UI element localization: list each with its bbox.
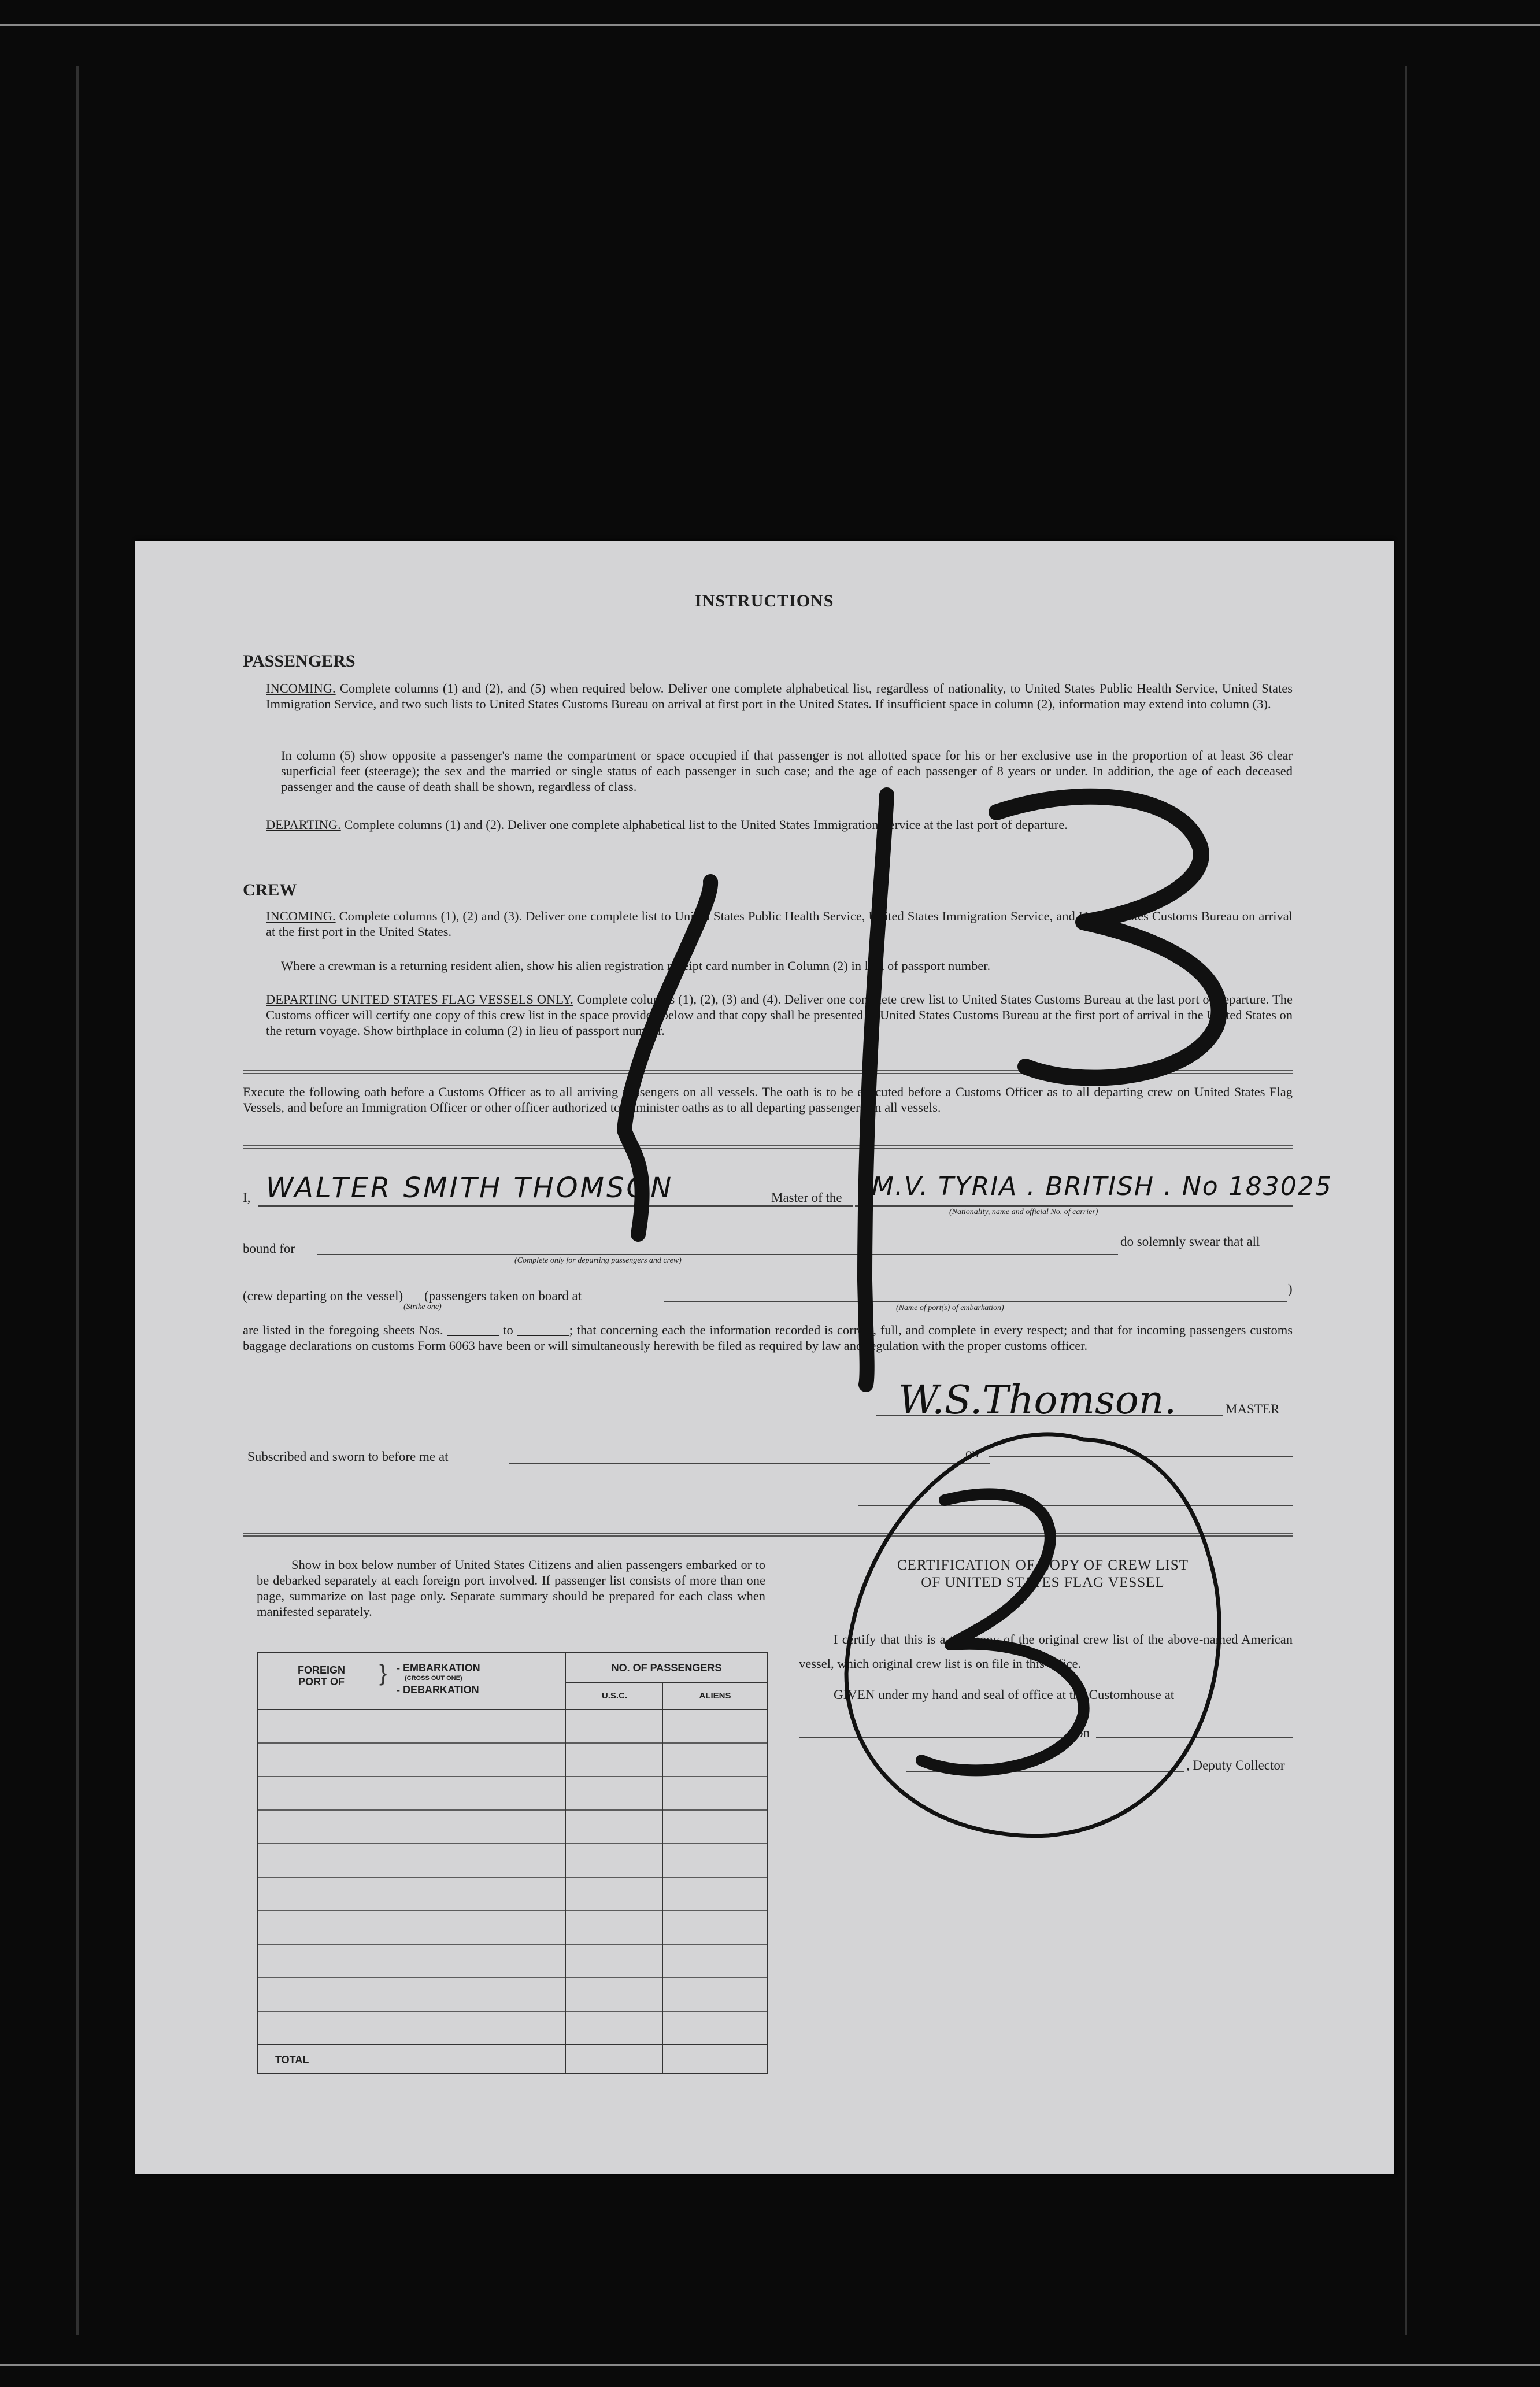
- certification-title: [852, 1557, 1234, 1592]
- subscribed-place-line: [509, 1463, 990, 1464]
- subscribed-on-label: on: [965, 1446, 979, 1460]
- passengers-departing-paragraph: [266, 817, 1293, 832]
- cross-out-label: (CROSS OUT ONE): [405, 1675, 462, 1682]
- divider-summary-top: [243, 1533, 1293, 1537]
- bound-for-label: bound for: [243, 1241, 295, 1256]
- certification-given: GIVEN under my hand and seal of office at the Customhouse at: [834, 1687, 1175, 1702]
- certification-place-line: [799, 1737, 1071, 1738]
- total-label: TOTAL: [275, 2054, 309, 2066]
- crew-incoming-paragraph: [266, 908, 1293, 939]
- flag-vessels-paragraph: [266, 991, 1293, 1038]
- deputy-collector-line: [906, 1771, 1184, 1772]
- aliens-label: ALIENS: [699, 1691, 731, 1701]
- divider-oath-top: [243, 1070, 1293, 1074]
- signature-line: [876, 1415, 1223, 1416]
- master-signature: W.S.Thomson.: [898, 1378, 1177, 1423]
- certification-on-label: on: [1076, 1726, 1090, 1740]
- master-name-line: [258, 1205, 853, 1207]
- embarkation-label: - EMBARKATION: [397, 1662, 480, 1674]
- film-frame-left: [76, 66, 79, 2335]
- port-caption: (Name of port(s) of embarkation): [896, 1304, 1004, 1312]
- usc-label: U.S.C.: [601, 1691, 628, 1701]
- vessel-line: [855, 1205, 1293, 1207]
- oath-intro-paragraph: Execute the following oath before a Customs Officer as to all arriving passengers on all vessels. The oath is to be executed before a Customs Officer as to all departing crew on United States Flag Vessels, and before an Immigration Officer or other officer authorized to administer oaths as to all departing passengers on all vessels.: [243, 1085, 1293, 1115]
- vessel-handwritten: M.V. TYRIA . BRITISH . No 183025: [872, 1172, 1332, 1201]
- flag-vessels-lead: DEPARTING UNITED STATES FLAG VESSELS ONLY.: [266, 992, 573, 1006]
- instructions-title: INSTRUCTIONS: [695, 591, 834, 610]
- flag-vessels-text: Complete columns (1), (2), (3) and (4). Deliver one complete crew list to United States Customs Bureau at the last port of departure. The Customs officer will certify one copy of this crew list in the space provided below and that copy shall be presented to United States Customs Bureau at the first port of arrival in the United States on the return voyage. Show birthplace in column (2) in lieu of passport number.: [266, 992, 1293, 1038]
- crew-departing-label: (crew departing on the vessel): [243, 1289, 403, 1303]
- passenger-summary-table: [257, 1652, 768, 2074]
- passengers-taken-label: (passengers taken on board at: [424, 1289, 582, 1303]
- column5-paragraph: In column (5) show opposite a passenger's name the compartment or space occupied if that passenger is not allotted space for his or her exclusive use in the proportion of at least 36 clear superficial feet (steerage); the sex and the married or single status of each passenger in such case; and the age of each passenger of 8 years or under. In addition, the age of each deceased passenger and the cause of death shall be shown, regardless of class.: [281, 748, 1293, 794]
- divider-oath-bottom: [243, 1145, 1293, 1149]
- bound-for-line: [317, 1254, 1118, 1255]
- film-edge-bottom: [0, 2364, 1540, 2366]
- certification-text: I certify that this is a true copy of the original crew list of the above-named American vessel, which original crew list is on file in this office.: [799, 1632, 1293, 1671]
- no-passengers-label: NO. OF PASSENGERS: [611, 1662, 722, 1674]
- summary-grid: [258, 1653, 767, 2073]
- bound-caption: (Complete only for departing passengers and crew): [514, 1256, 682, 1265]
- passengers-departing-text: Complete columns (1) and (2). Deliver one complete alphabetical list to the United States Immigration Service at the last port of departure.: [344, 817, 1068, 832]
- oath-i-label: I,: [243, 1190, 251, 1205]
- passengers-incoming-text: Complete columns (1) and (2), and (5) when required below. Deliver one complete alphabetical list, regardless of nationality, to United States Public Health Service, United States Immigration Service, and two such lists to United States Customs Bureau on arrival at first port in the United States. If insufficient space in column (2), information may extend into column (3).: [266, 681, 1293, 711]
- manifest-back-page: [135, 541, 1394, 2174]
- film-edge-top: [0, 24, 1540, 26]
- port-of-embarkation-line: [664, 1301, 1287, 1302]
- subscribed-label: Subscribed and sworn to before me at: [247, 1449, 449, 1464]
- certification-title-line2: OF UNITED STATES FLAG VESSEL: [921, 1575, 1165, 1590]
- crew-incoming-lead: INCOMING.: [266, 909, 336, 923]
- deputy-collector-label: , Deputy Collector: [1186, 1758, 1285, 1772]
- passengers-departing-lead: DEPARTING.: [266, 817, 341, 832]
- passengers-incoming-paragraph: [266, 680, 1293, 712]
- officer-signature-line: [858, 1505, 1293, 1506]
- certification-date-line: [1096, 1737, 1293, 1738]
- swear-label: do solemnly swear that all: [1120, 1234, 1260, 1249]
- svg-text:}: }: [379, 1660, 387, 1686]
- summary-instruction: Show in box below number of United States Citizens and alien passengers embarked or to be debarked separately at each foreign port involved. If passenger list consists of more than one page, summarize on last page only. Separate summary should be prepared for each class when manifested separately.: [257, 1557, 765, 1619]
- listed-paragraph: are listed in the foregoing sheets Nos. ________ to ________; that concerning each the information recorded is correct, full, and complete in every respect; and that for incoming passengers customs baggage declarations on customs Form 6063 have been or will simultaneously herewith be filed as required by law and regulation with the proper customs officer.: [243, 1323, 1293, 1353]
- strike-caption: (Strike one): [403, 1302, 442, 1311]
- crew-resident-paragraph: Where a crewman is a returning resident alien, show his alien registration receipt card number in Column (2) in lieu of passport number.: [281, 958, 991, 973]
- crew-heading: CREW: [243, 880, 297, 900]
- subscribed-date-line: [989, 1456, 1293, 1457]
- passengers-heading: PASSENGERS: [243, 652, 356, 671]
- film-frame-right: [1405, 66, 1407, 2335]
- master-name-handwritten: WALTER SMITH THOMSON: [266, 1172, 674, 1204]
- foreign-port-label: FOREIGN PORT OF: [297, 1664, 345, 1687]
- close-paren: ): [1288, 1282, 1293, 1296]
- master-label: MASTER: [1226, 1402, 1280, 1416]
- master-of-label: Master of the: [771, 1190, 842, 1205]
- crew-incoming-text: Complete columns (1), (2) and (3). Deliver one complete list to United States Public Health Service, United States Immigration Service, and United States Customs Bureau on arrival at the first port in the United States.: [266, 909, 1293, 939]
- debarkation-label: - DEBARKATION: [397, 1684, 479, 1696]
- vessel-caption: (Nationality, name and official No. of carrier): [949, 1208, 1098, 1216]
- certification-title-line1: CERTIFICATION OF COPY OF CREW LIST: [897, 1557, 1189, 1573]
- passengers-incoming-lead: INCOMING.: [266, 681, 336, 695]
